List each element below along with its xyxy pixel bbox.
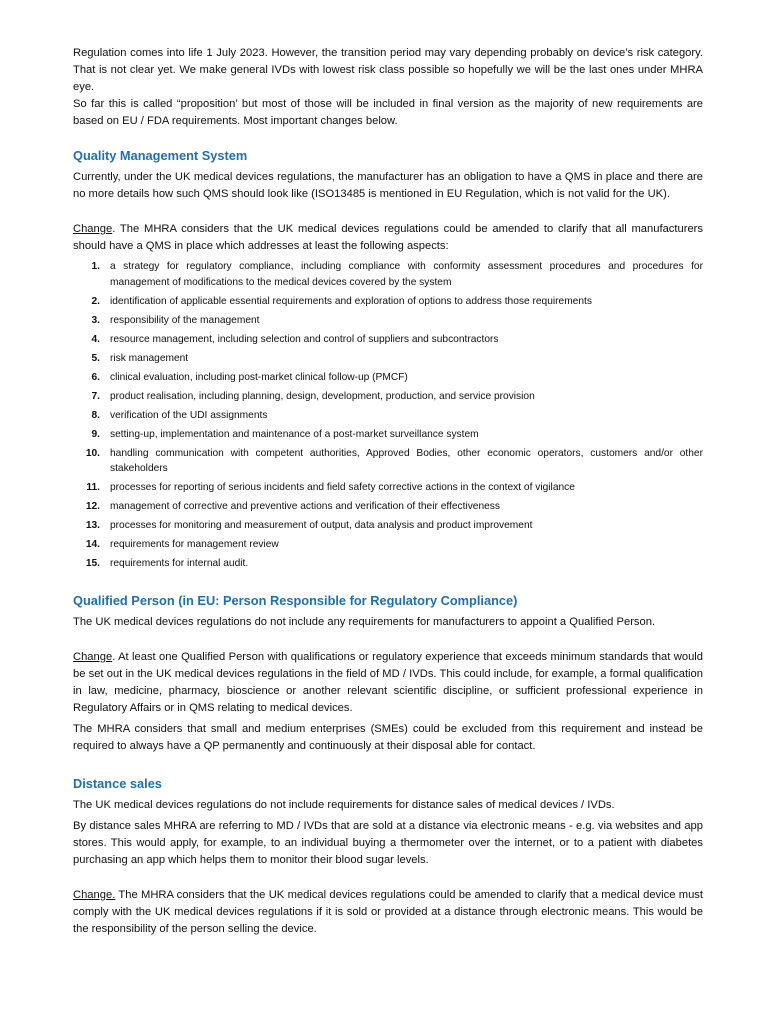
qp-change-paragraph (73, 649, 703, 717)
list-item-text: identification of applicable essential requirements and exploration of options to address those requirements (110, 295, 592, 307)
list-item-text: handling communication with competent authorities, Approved Bodies, other economic operators, customers and/or other stakeholders (110, 447, 703, 474)
list-item-number: 14. (85, 539, 100, 550)
list-item-text: a strategy for regulatory compliance, including compliance with conformity assessment procedures and procedures for management of modifications to the medical devices covered by the system (110, 261, 703, 288)
list-item-number: 11. (86, 482, 100, 493)
qms-heading: Quality Management System (73, 148, 248, 163)
list-item-text: requirements for internal audit. (110, 558, 249, 569)
list-item (73, 499, 703, 515)
list-item (73, 351, 703, 367)
list-item-number: 5. (91, 352, 100, 364)
list-item-number: 3. (91, 314, 100, 326)
qms-aspects-list (73, 259, 703, 572)
list-item-number: 2. (91, 295, 100, 307)
ds-change-label: Change. (73, 888, 116, 901)
ds-change-text: The MHRA considers that the UK medical devices regulations could be amended to clarify that a medical device must comply with the UK medical devices regulations if it is sold or provided at a distance through electronic means. This would be the responsibility of the person selling the device. (73, 888, 703, 935)
qualified-person-heading: Qualified Person (in EU: Person Responsible for Regulatory Compliance) (73, 592, 518, 608)
list-item-text: management of corrective and preventive actions and verification of their effectiveness (110, 501, 500, 512)
list-item-number: 10. (85, 447, 100, 459)
list-item-text: requirements for management review (110, 539, 279, 550)
list-item (73, 259, 703, 290)
list-item (73, 408, 703, 424)
list-item-number: 7. (91, 390, 100, 402)
list-item-text: responsibility of the management (110, 314, 260, 326)
list-item (73, 294, 703, 310)
qms-current-paragraph: Currently, under the UK medical devices regulations, the manufacturer has an obligation to have a QMS in place and there are no more details how such QMS should look like (ISO13485 is mentioned in EU Regulation, which is not valid for the UK). (73, 171, 703, 200)
list-item (73, 370, 703, 386)
ds-current-paragraph: The UK medical devices regulations do not include requirements for distance sales of medical devices / IVDs. (73, 798, 615, 811)
qms-change-text: . The MHRA considers that the UK medical devices regulations could be amended to clarify that all manufacturers should have a QMS in place which addresses at least the following aspects: (73, 223, 703, 252)
list-item (73, 446, 703, 477)
list-item-number: 15. (85, 558, 100, 569)
list-item (73, 556, 703, 572)
list-item-text: risk management (110, 352, 189, 364)
list-item (73, 427, 703, 443)
list-item (73, 480, 703, 496)
list-item-number: 1. (91, 261, 100, 272)
qp-sme-paragraph: The MHRA considers that small and medium enterprises (SMEs) could be excluded from this requirement and instead be required to always have a QP permanently and continuously at their disposal able for contact. (73, 722, 703, 752)
list-item-text: processes for reporting of serious incidents and field safety corrective actions in the context of vigilance (110, 482, 575, 493)
list-item-text: clinical evaluation, including post-market clinical follow-up (PMCF) (110, 371, 408, 383)
qms-change-label: Change (73, 223, 113, 235)
qp-current-paragraph: The UK medical devices regulations do not include any requirements for manufacturers to appoint a Qualified Person. (73, 615, 656, 628)
list-item-text: product realisation, including planning, design, development, production, and service provision (110, 390, 535, 402)
list-item-number: 12. (85, 501, 100, 512)
list-item (73, 332, 703, 348)
intro-paragraph-2: So far this is called “proposition’ but most of those will be included in final version as the majority of new requirements are based on EU / FDA requirements. Most important changes below. (73, 98, 703, 127)
distance-sales-heading: Distance sales (73, 775, 162, 791)
qp-change-text: . At least one Qualified Person with qualifications or regulatory experience that exceeds minimum standards that would be set out in the UK medical devices regulations in the field of MD / IVDs. This could include, for example, a formal qualification in law, medicine, pharmacy, bioscience or another relevant scientific discipline, or sufficient professional experience in Regulatory Affairs or in QMS relating to medical devices. (73, 650, 703, 714)
list-item-text: processes for monitoring and measurement of output, data analysis and product improvement (110, 520, 533, 531)
list-item-text: setting-up, implementation and maintenance of a post-market surveillance system (110, 428, 479, 440)
list-item-number: 8. (91, 409, 100, 421)
list-item-number: 13. (85, 520, 100, 531)
ds-detail-paragraph: By distance sales MHRA are referring to MD / IVDs that are sold at a distance via electronic means - e.g. via websites and app stores. This would apply, for example, to an individual buying a thermometer over the internet, or to a patient with diabetes purchasing an app which helps them to monitor their blood sugar levels. (73, 819, 703, 866)
list-item (73, 518, 703, 534)
list-item-text: resource management, including selection and control of suppliers and subcontractors (110, 333, 499, 345)
list-item-number: 4. (91, 333, 100, 345)
list-item (73, 537, 703, 553)
ds-change-paragraph (73, 887, 703, 938)
list-item-text: verification of the UDI assignments (110, 409, 268, 421)
qp-change-label: Change (73, 650, 113, 663)
intro-paragraph-1: Regulation comes into life 1 July 2023. However, the transition period may vary depending probably on device’s risk category. That is not clear yet. We make general IVDs with lowest risk class possible so hopefully we will be the last ones under MHRA eye. (73, 47, 703, 93)
list-item (73, 313, 703, 329)
list-item-number: 9. (91, 428, 100, 440)
list-item (73, 389, 703, 405)
qms-change-paragraph (73, 221, 703, 255)
list-item-number: 6. (91, 371, 100, 383)
